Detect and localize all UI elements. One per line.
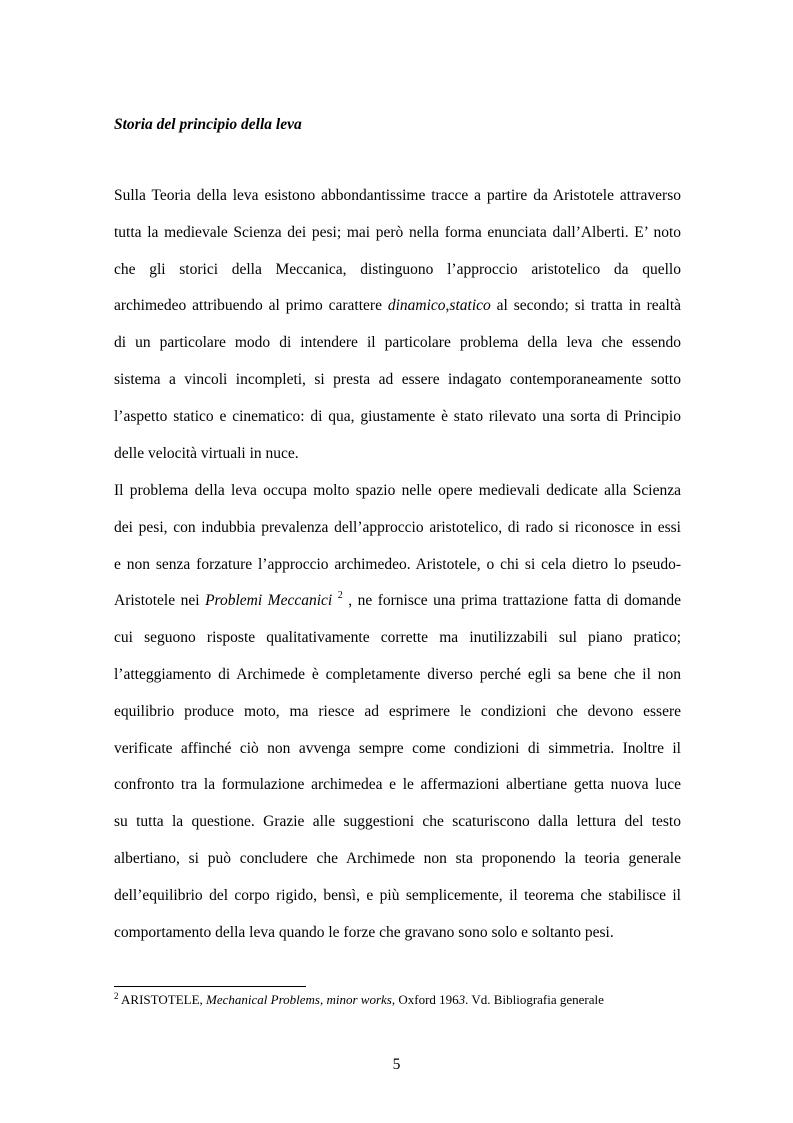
text-line: Sulla Teoria della leva esistono abbondantissime tracce a partire da Aristotele attraverso: [114, 187, 681, 204]
text-fragment: archimedeo attribuendo al primo carattere: [114, 297, 388, 315]
text-fragment: , ne fornisce una prima trattazione fatta di domande: [342, 592, 681, 610]
text-line: e non senza forzature l’approccio archimedeo. Aristotele, o chi si cela dietro lo pseudo-: [114, 555, 681, 573]
text-fragment: al secondo; si tratta in realtà: [490, 297, 681, 315]
text-line: dell’equilibrio del corpo rigido, bensì, e più semplicemente, il teorema che stabilisce il: [114, 886, 681, 904]
text-fragment: Aristotele nei: [114, 592, 206, 610]
text-line: tutta la medievale Scienza dei pesi; mai però nella forma enunciata dall’Alberti. E’ noto: [114, 223, 681, 241]
footnote-separator: [114, 986, 306, 987]
paragraph-1: [114, 178, 681, 472]
text-line: che gli storici della Meccanica, distinguono l’approccio aristotelico da quello: [114, 260, 681, 278]
italic-term-statico: statico: [449, 297, 491, 315]
footnote-reference[interactable]: 2: [337, 590, 343, 602]
text-fragment: ,: [445, 297, 450, 315]
text-line: dei pesi, con indubbia prevalenza dell’approccio aristotelico, di rado si riconosce in essi: [114, 518, 681, 536]
footnote: [114, 992, 604, 1008]
footnote-author: ARISTOTELE,: [121, 992, 207, 1007]
text-line: di un particolare modo di intendere il particolare problema della leva che essendo: [114, 334, 681, 352]
footnote-tail: . Vd. Bibliografia generale: [465, 992, 604, 1007]
text-line: l’atteggiamento di Archimede è completamente diverso perché egli sa bene che il non: [114, 665, 681, 683]
text-line: albertiano, si può concludere che Archimede non sta proponendo la teoria generale: [114, 849, 681, 867]
footnote-place-year: Oxford 196: [395, 992, 459, 1007]
page-number: 5: [392, 1056, 401, 1073]
italic-title-problemi-meccanici: Problemi Meccanici: [205, 592, 333, 610]
text-line: confronto tra la formulazione archimedea e le affermazioni albertiane getta nuova luce: [114, 776, 681, 794]
text-line: cui seguono risposte qualitativamente corrette ma inutilizzabili sul piano pratico;: [114, 629, 681, 647]
footnote-title: Mechanical Problems, minor works,: [206, 992, 396, 1007]
section-title: Storia del principio della leva: [114, 116, 302, 133]
text-line: [114, 583, 681, 620]
footnote-number: 2: [114, 991, 119, 1001]
text-line: equilibrio produce moto, ma riesce ad esprimere le condizioni che devono essere: [114, 702, 681, 720]
text-line: [114, 288, 681, 325]
text-line: comportamento della leva quando le forze che gravano sono solo e soltanto pesi.: [114, 923, 614, 941]
paragraph-2: [114, 473, 681, 951]
text-line: Il problema della leva occupa molto spazio nelle opere medievali dedicate alla Scienza: [114, 482, 681, 499]
italic-term-dinamico: dinamico: [387, 297, 446, 315]
footnote-year-last-digit: 3: [458, 992, 466, 1007]
text-line: l’aspetto statico e cinematico: di qua, giustamente è stato rilevato una sorta di Principio: [114, 407, 681, 425]
text-line: delle velocità virtuali in nuce.: [114, 444, 299, 462]
text-line: su tutta la questione. Grazie alle suggestioni che scaturiscono dalla lettura del testo: [114, 813, 681, 831]
text-line: verificate affinché ciò non avvenga sempre come condizioni di simmetria. Inoltre il: [114, 739, 681, 757]
text-line: sistema a vincoli incompleti, si presta ad essere indagato contemporaneamente sotto: [114, 370, 681, 388]
